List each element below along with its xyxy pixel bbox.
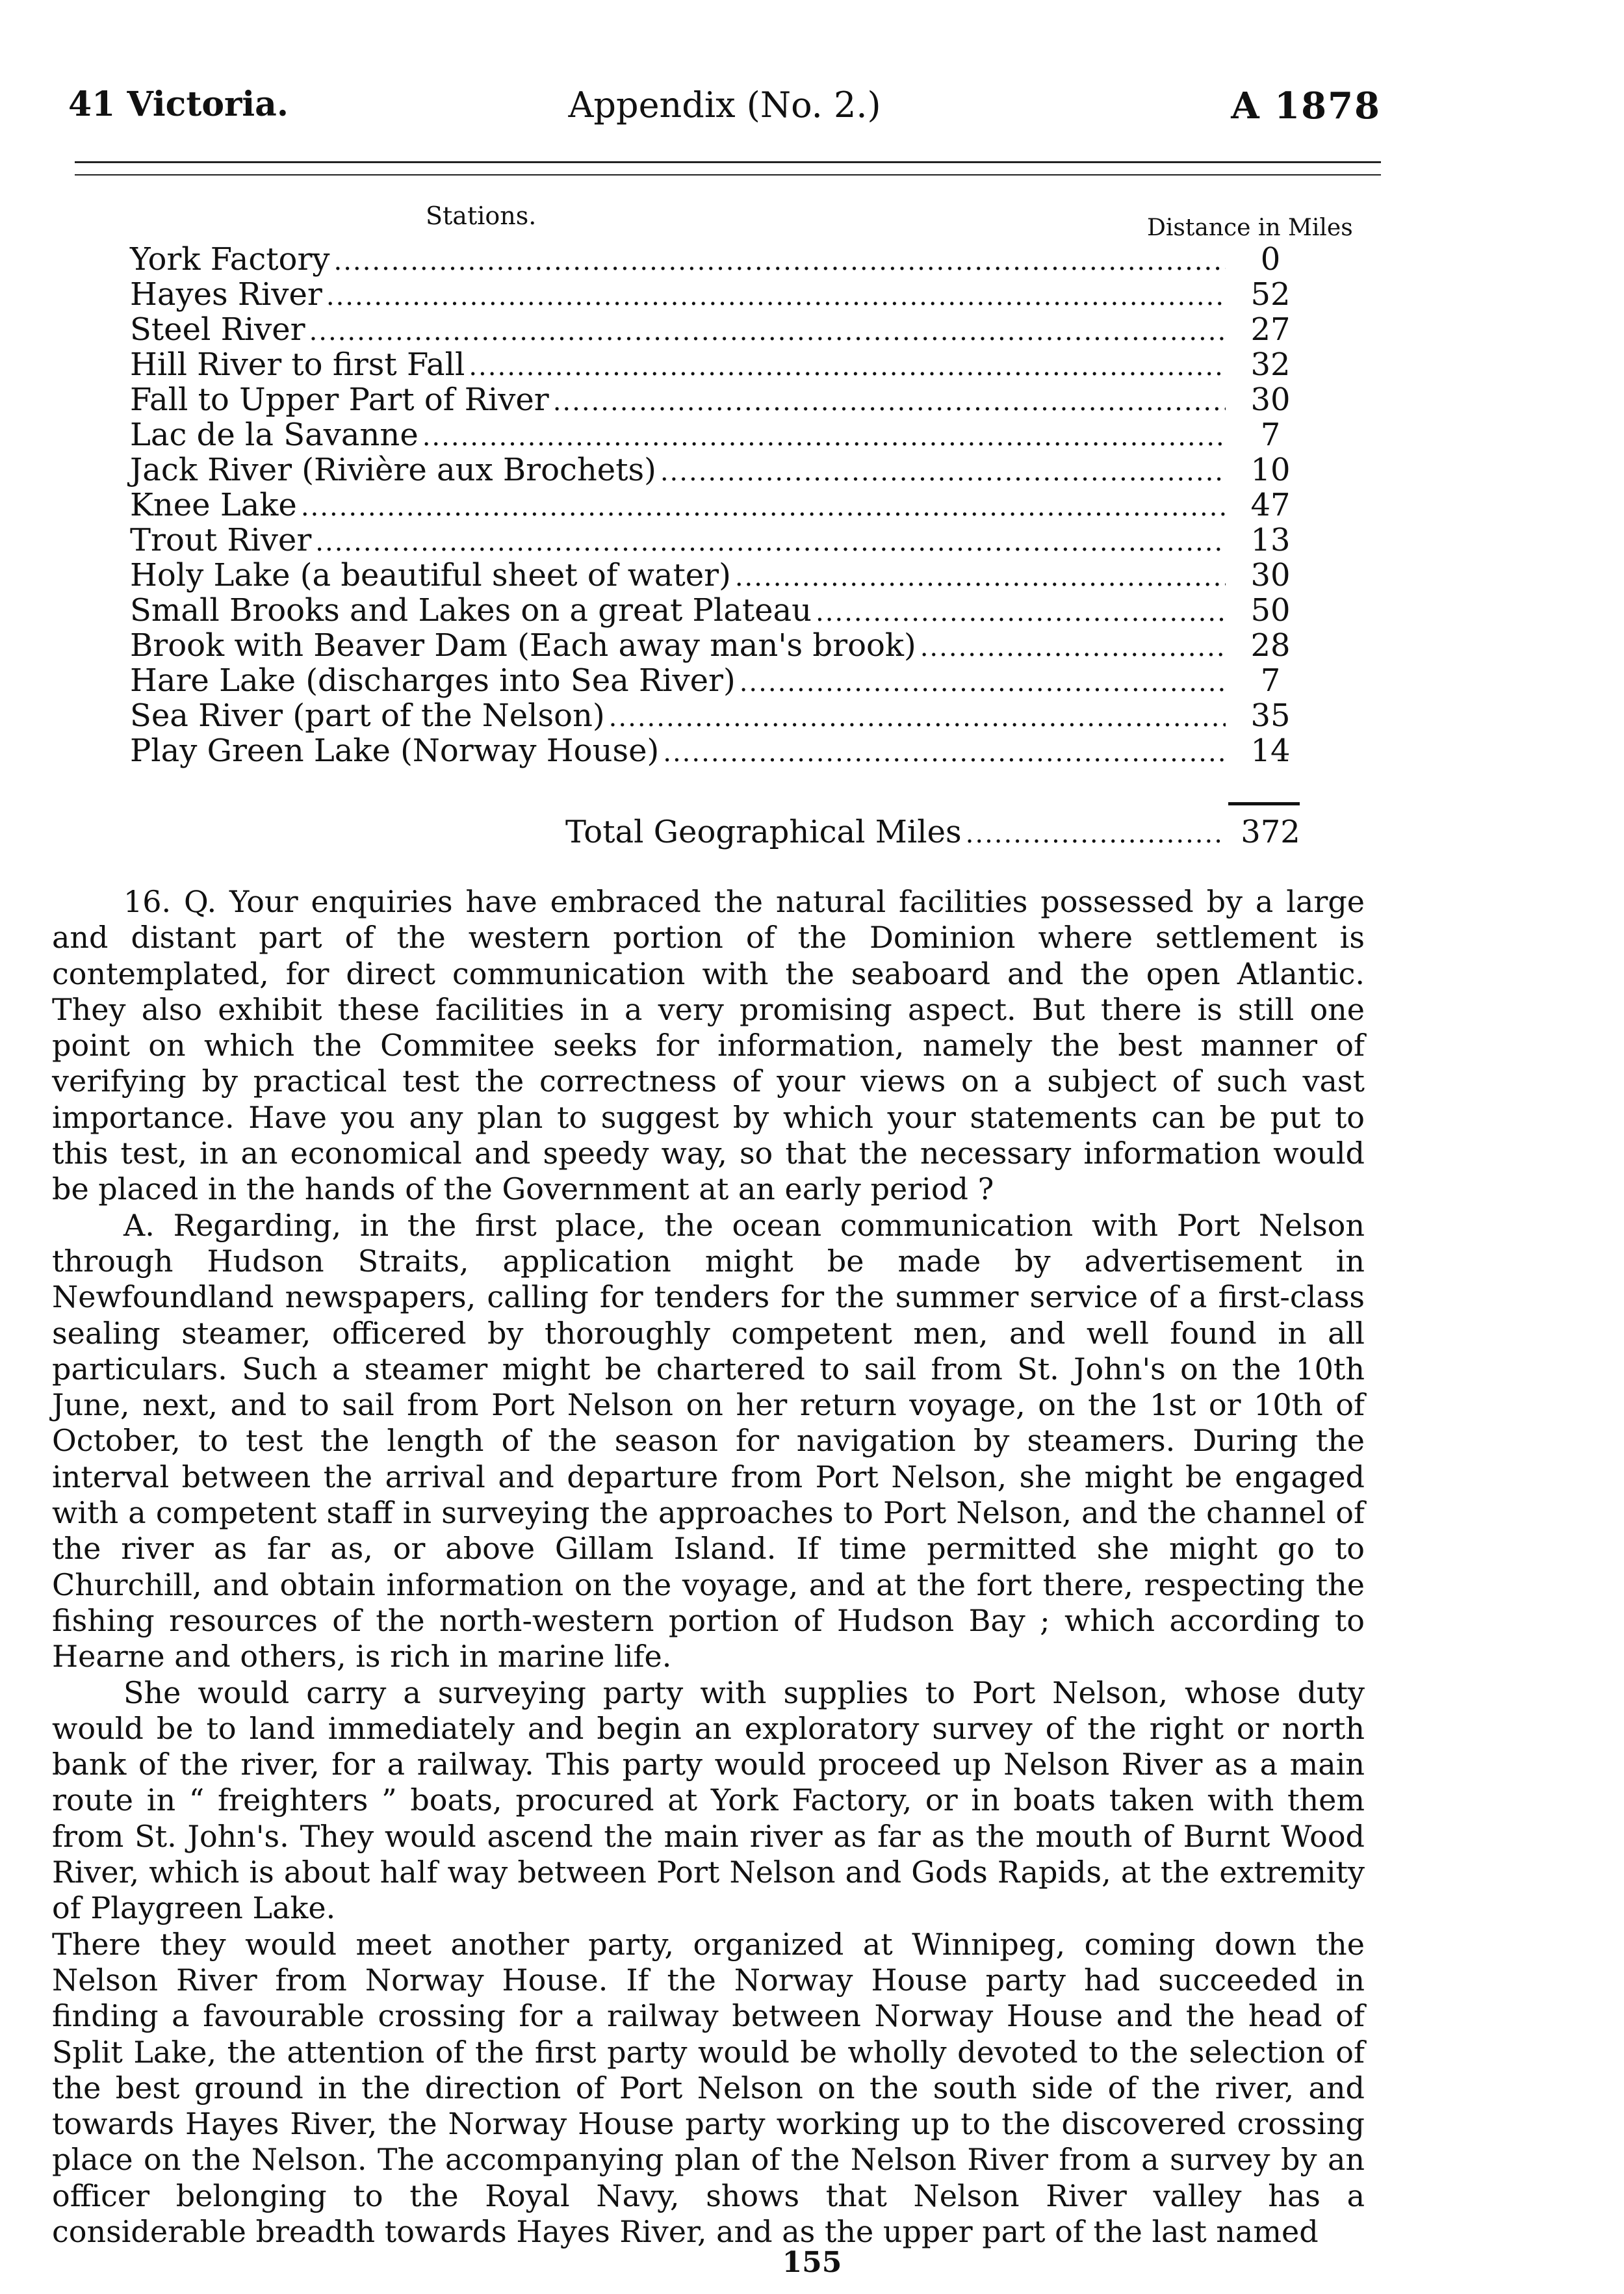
station-miles: 28 bbox=[1250, 627, 1291, 664]
station-miles: 30 bbox=[1250, 557, 1291, 593]
header-rule-top bbox=[75, 161, 1381, 163]
station-name: Sea River (part of the Nelson) bbox=[130, 697, 605, 734]
header-right: A 1878 bbox=[1231, 85, 1381, 127]
table-row bbox=[130, 452, 1306, 488]
station-miles: 13 bbox=[1250, 522, 1291, 558]
station-miles: 7 bbox=[1260, 662, 1281, 699]
page-number: 155 bbox=[782, 2246, 842, 2279]
running-header bbox=[68, 85, 1381, 143]
table-row bbox=[130, 698, 1306, 733]
total-rule bbox=[1228, 802, 1300, 805]
table-row bbox=[130, 663, 1306, 698]
table-row bbox=[130, 733, 1306, 768]
table-row bbox=[130, 488, 1306, 523]
table-row bbox=[130, 558, 1306, 593]
leader-dots bbox=[315, 525, 1226, 560]
table-row bbox=[130, 628, 1306, 663]
station-name: Small Brooks and Lakes on a great Plateau bbox=[130, 592, 812, 629]
table-row bbox=[130, 593, 1306, 628]
total-row bbox=[565, 813, 1306, 854]
station-miles: 27 bbox=[1250, 311, 1291, 348]
body-text bbox=[52, 884, 1365, 2250]
leader-dots bbox=[301, 489, 1226, 525]
leader-dots bbox=[920, 630, 1226, 665]
leader-dots bbox=[309, 314, 1226, 349]
leader-dots bbox=[326, 279, 1226, 314]
station-name: Brook with Beaver Dam (Each away man's brook) bbox=[130, 627, 916, 664]
leader-dots bbox=[660, 454, 1226, 489]
header-rule-bottom bbox=[75, 174, 1381, 176]
table-row bbox=[130, 347, 1306, 382]
leader-dots bbox=[966, 815, 1226, 854]
table-row bbox=[130, 417, 1306, 452]
leader-dots bbox=[735, 560, 1226, 595]
station-miles: 14 bbox=[1250, 733, 1291, 769]
leader-dots bbox=[422, 419, 1226, 454]
station-miles: 30 bbox=[1250, 382, 1291, 418]
station-name: Hayes River bbox=[130, 276, 322, 313]
stations-table bbox=[130, 242, 1306, 768]
body-paragraph: She would carry a surveying party with supplies to Port Nelson, whose duty would be to land immediately and begin an exploratory survey of the right or north bank of the river, for a railway. This party would proceed up Nelson River as a main route in “ freighters ” boats, procured at York Factory, or in boats taken with them from St. John's. They would ascend the main river as far as the mouth of Burnt Wood River, which is about half way between Port Nelson and Gods Rapids, at the extremity of Playgreen Lake. bbox=[52, 1675, 1365, 1926]
station-name: Play Green Lake (Norway House) bbox=[130, 733, 660, 769]
leader-dots bbox=[663, 735, 1226, 770]
station-name: Jack River (Rivière aux Brochets) bbox=[130, 452, 656, 488]
body-paragraph: There they would meet another party, organized at Winnipeg, coming down the Nelson River from Norway House. If the Norway House party had succeeded in finding a favourable crossing for a railway between Norway House and the head of Split Lake, the attention of the first party would be wholly devoted to the selection of the best ground in the direction of Port Nelson on the south side of the river, and towards Hayes River, the Norway House party working up to the discovered crossing place on the Nelson. The accompanying plan of the Nelson River from a survey by an officer belonging to the Royal Navy, shows that Nelson River valley has a considerable breadth towards Hayes River, and as the upper part of the last named bbox=[52, 1926, 1365, 2249]
station-name: Steel River bbox=[130, 311, 305, 348]
stations-heading: Stations. bbox=[426, 202, 537, 230]
leader-dots bbox=[816, 595, 1226, 630]
total-label: Total Geographical Miles bbox=[565, 814, 962, 850]
leader-dots bbox=[553, 384, 1226, 419]
total-value: 372 bbox=[1241, 814, 1300, 850]
leader-dots bbox=[334, 244, 1226, 279]
header-left: 41 Victoria. bbox=[68, 85, 289, 124]
station-miles: 35 bbox=[1250, 697, 1291, 734]
table-row bbox=[130, 242, 1306, 277]
station-name: Holy Lake (a beautiful sheet of water) bbox=[130, 557, 731, 593]
station-name: Knee Lake bbox=[130, 487, 297, 523]
station-miles: 32 bbox=[1250, 346, 1291, 383]
station-name: Lac de la Savanne bbox=[130, 417, 419, 453]
table-row bbox=[130, 382, 1306, 417]
leader-dots bbox=[740, 665, 1226, 700]
station-name: Fall to Upper Part of River bbox=[130, 382, 549, 418]
station-name: York Factory bbox=[130, 241, 330, 278]
station-miles: 52 bbox=[1250, 276, 1291, 313]
table-row bbox=[130, 312, 1306, 347]
station-name: Hill River to first Fall bbox=[130, 346, 465, 383]
question-paragraph: 16. Q. Your enquiries have embraced the natural facilities possessed by a large and distant part of the western portion of the Dominion where settlement is contemplated, for direct communication with the seaboard and the open Atlantic. They also exhibit these facilities in a very promising aspect. But there is still one point on which the Commitee seeks for information, namely the best manner of verifying by practical test the correctness of your views on a subject of such vast importance. Have you any plan to suggest by which your statements can be put to this test, in an economical and speedy way, so that the necessary information would be placed in the hands of the Government at an early period ? bbox=[52, 884, 1365, 1207]
station-miles: 50 bbox=[1250, 592, 1291, 629]
answer-paragraph: A. Regarding, in the first place, the ocean communication with Port Nelson through Hudson Straits, application might be made by advertisement in Newfoundland newspapers, calling for tenders for the summer service of a first-class sealing steamer, officered by thoroughly competent men, and well found in all particulars. Such a steamer might be chartered to sail from St. John's on the 10th June, next, and to sail from Port Nelson on her return voyage, on the 1st or 10th of October, to test the length of the season for navigation by steamers. During the interval between the arrival and departure from Port Nelson, she might be engaged with a competent staff in surveying the approaches to Port Nelson, and the channel of the river as far as, or above Gillam Island. If time permitted she might go to Churchill, and obtain information on the voyage, and at the fort there, respecting the fishing resources of the north-western portion of Hudson Bay ; which according to Hearne and others, is rich in marine life. bbox=[52, 1207, 1365, 1675]
header-center: Appendix (No. 2.) bbox=[568, 85, 881, 125]
station-miles: 0 bbox=[1260, 241, 1281, 278]
station-miles: 47 bbox=[1250, 487, 1291, 523]
station-miles: 10 bbox=[1250, 452, 1291, 488]
leader-dots bbox=[469, 349, 1226, 384]
station-name: Trout River bbox=[130, 522, 312, 558]
station-miles: 7 bbox=[1260, 417, 1281, 453]
distance-heading: Distance in Miles bbox=[1147, 215, 1353, 241]
station-name: Hare Lake (discharges into Sea River) bbox=[130, 662, 736, 699]
leader-dots bbox=[609, 700, 1226, 735]
table-row bbox=[130, 523, 1306, 558]
table-row bbox=[130, 277, 1306, 312]
